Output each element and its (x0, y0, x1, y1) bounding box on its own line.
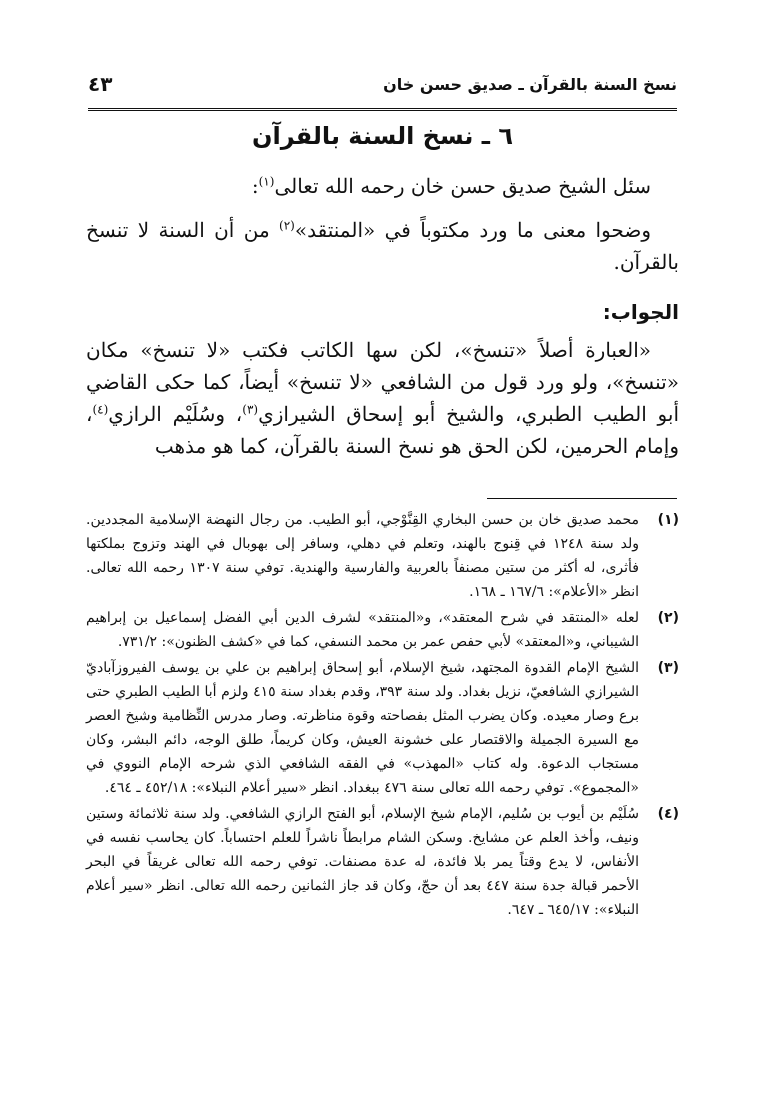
footnote-ref: (١) (258, 174, 275, 189)
footnote-number: (٢) (657, 610, 679, 626)
footnote-1 (86, 508, 679, 604)
footnote-text: محمد صديق خان بن حسن البخاري القِنَّوْجي، أبو الطيب. من رجال النهضة الإسلامية المجددين. ولد سنة ١٢٤٨ في قِنوج بالهند، وتعلم في دهلي، وسافر إلى بهوبال في الهند وتزوج بملكتها فأثرى، له أكثر من ستين مصنفاً بالعربية والفارسية والهندية. توفي سنة ١٣٠٧ رحمه الله تعالى. انظر «الأعلام»: ١٦٧/٦ ـ ١٦٨. (86, 512, 639, 600)
footnotes (86, 508, 679, 924)
footnote-text: سُلَيْم بن أيوب بن سُليم، الإمام شيخ الإسلام، أبو الفتح الرازي الشافعي. ولد سنة ثلاثمائة وستين ونيف، وأخذ العلم عن مشايخ. وسكن الشام مرابطاً ناشراً للعلم احتساباً. كان يحاسب نفسه في الأنفاس، لا يدع وقتاً يمر بلا فائدة، له عدة مصنفات. توفي رحمه الله تعالى غريقاً في البحر الأحمر قبالة جدة سنة ٤٤٧ بعد أن حجّ، وكان قد جاز الثمانين رحمه الله تعالى. انظر «سير أعلام النبلاء»: ٦٤٥/١٧ ـ ٦٤٧. (86, 806, 639, 918)
answer-text-b: ، وسُلَيْم الرازي (108, 402, 243, 426)
page-number: ٤٣ (88, 72, 113, 96)
footnote-2 (86, 606, 679, 654)
question-paragraph-1 (86, 170, 679, 202)
footnote-ref: (٢) (279, 218, 295, 233)
question-text-2a: وضحوا معنى ما ورد مكتوباً في «المنتقد» (294, 218, 651, 242)
footnote-number: (١) (657, 512, 679, 528)
page-header (88, 64, 677, 104)
footnote-number: (٣) (657, 660, 679, 676)
answer-text-c: ، وإمام الحرمين، لكن الحق هو نسخ السنة بالقرآن، كما هو مذهب (86, 402, 679, 458)
section-title: ٦ ـ نسخ السنة بالقرآن (252, 122, 513, 150)
question-colon: : (251, 174, 259, 198)
footnote-number: (٤) (657, 806, 679, 822)
footnote-separator (487, 498, 677, 499)
footnote-text: لعله «المنتقد في شرح المعتقد»، و«المنتقد» لشرف الدين أبي الفضل إسماعيل بن إبراهيم الشيباني، و«المعتقد» لأبي حفص عمر بن محمد النسفي، كما في «كشف الظنون»: ٧٣١/٢. (86, 610, 639, 650)
answer-heading: الجواب: (602, 300, 679, 324)
running-title: نسخ السنة بالقرآن ـ صديق حسن خان (383, 74, 677, 94)
answer-text-a: «العبارة أصلاً «تنسخ»، لكن سها الكاتب فكتب «لا تنسخ» مكان «تنسخ»، ولو ورد قول من الشافعي «لا تنسخ» أيضاً، كما حكى القاضي أبو الطيب الطبري، والشيخ أبو إسحاق الشيرازي (86, 338, 679, 426)
main-text (86, 170, 679, 474)
footnote-3 (86, 656, 679, 800)
question-text: سئل الشيخ صديق حسن خان رحمه الله تعالى (274, 174, 651, 198)
question-paragraph-2 (86, 214, 679, 278)
footnote-ref: (٤) (92, 402, 109, 417)
answer-paragraph (86, 334, 679, 462)
question-text-2b: من أن السنة لا تنسخ بالقرآن. (86, 218, 679, 274)
header-rule (88, 108, 677, 111)
footnote-ref: (٣) (242, 402, 259, 417)
footnote-text: الشيخ الإمام القدوة المجتهد، شيخ الإسلام، أبو إسحاق إبراهيم بن علي بن يوسف الفيروزآباديّ الشيرازي الشافعيّ، نزيل بغداد. ولد سنة ٣٩٣، وقدم بغداد سنة ٤١٥ ولزم أبا الطيب الطبري حتى برع وصار معيده. وكان يضرب المثل بفصاحته وقوة مناظرته. وصار مدرس النِّظامية وشيخ العصر مع السيرة الجميلة والاقتصار على خشونة العيش، وكان كريماً، طلق الوجه، دائم البشر، وكان مستجاب الدعوة. وله كتاب «المهذب» في الفقه الشافعي الذي شرحه الإمام النووي في «المجموع». توفي رحمه الله تعالى سنة ٤٧٦ ببغداد. انظر «سير أعلام النبلاء»: ٤٥٢/١٨ ـ ٤٦٤. (86, 660, 639, 796)
footnote-4 (86, 802, 679, 922)
